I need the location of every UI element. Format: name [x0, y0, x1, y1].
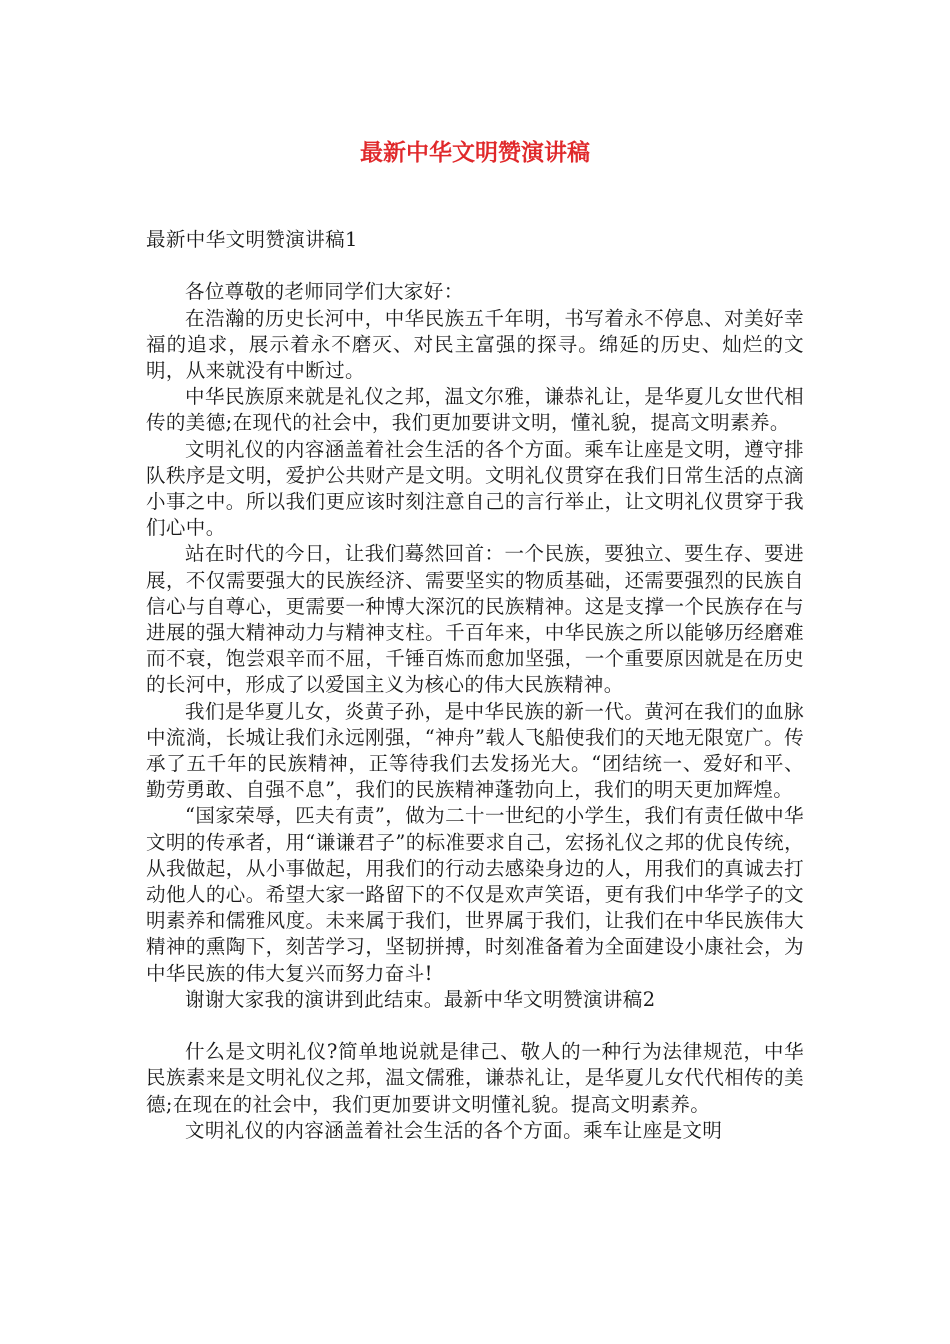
paragraph: 我们是华夏儿女，炎黄子孙，是中华民族的新一代。黄河在我们的血脉中流淌，长城让我们永远刚强，“神舟”载人飞船使我们的天地无限宽广。传承了五千年的民族精神，正等待我们去发扬光大。“团结统一、爱好和平、勤劳勇敢、自强不息”，我们的民族精神蓬勃向上，我们的明天更加辉煌。 [146, 699, 804, 802]
paragraph: 文明礼仪的内容涵盖着社会生活的各个方面。乘车让座是文明 [185, 1118, 723, 1142]
paragraph: 中华民族原来就是礼仪之邦，温文尔雅，谦恭礼让，是华夏儿女世代相传的美德;在现代的社会中，我们更加要讲文明，懂礼貌，提高文明素养。 [146, 385, 804, 435]
document-title: 最新中华文明赞演讲稿 [360, 140, 590, 166]
paragraph: 文明礼仪的内容涵盖着社会生活的各个方面。乘车让座是文明，遵守排队秩序是文明，爱护公共财产是文明。文明礼仪贯穿在我们日常生活的点滴小事之中。所以我们更应该时刻注意自己的言行举止，让文明礼仪贯穿于我们心中。 [146, 437, 804, 540]
paragraph-closing: 谢谢大家我的演讲到此结束。最新中华文明赞演讲稿2 [185, 987, 656, 1011]
section-heading: 最新中华文明赞演讲稿1 [146, 228, 358, 251]
paragraph-greeting: 各位尊敬的老师同学们大家好： [185, 280, 464, 304]
document-body [146, 227, 804, 1144]
paragraph: 在浩瀚的历史长河中，中华民族五千年明，书写着永不停息、对美好幸福的追求，展示着永不磨灭、对民主富强的探寻。绵延的历史、灿烂的文明，从来就没有中断过。 [146, 306, 804, 382]
paragraph: “国家荣辱，匹夫有责”，做为二十一世纪的小学生，我们有责任做中华文明的传承者，用“谦谦君子”的标准要求自己，宏扬礼仪之邦的优良传统，从我做起，从小事做起，用我们的行动去感染身边的人，用我们的真诚去打动他人的心。希望大家一路留下的不仅是欢声笑语，更有我们中华学子的文明素养和儒雅风度。未来属于我们，世界属于我们，让我们在中华民族伟大精神的熏陶下，刻苦学习，坚韧拼搏，时刻准备着为全面建设小康社会，为中华民族的伟大复兴而努力奋斗! [146, 804, 804, 985]
paragraph: 什么是文明礼仪?简单地说就是律己、敬人的一种行为法律规范，中华民族素来是文明礼仪之邦，温文儒雅，谦恭礼让，是华夏儿女代代相传的美德;在现在的社会中，我们更加要讲文明懂礼貌。提高文明素养。 [146, 1040, 804, 1116]
paragraph: 站在时代的今日，让我们蓦然回首：一个民族，要独立、要生存、要进展，不仅需要强大的民族经济、需要坚实的物质基础，还需要强烈的民族自信心与自尊心，更需要一种博大深沉的民族精神。这是支撑一个民族存在与进展的强大精神动力与精神支柱。千百年来，中华民族之所以能够历经磨难而不衰，饱尝艰辛而不屈，千锤百炼而愈加坚强，一个重要原因就是在历史的长河中，形成了以爱国主义为核心的伟大民族精神。 [146, 542, 804, 697]
